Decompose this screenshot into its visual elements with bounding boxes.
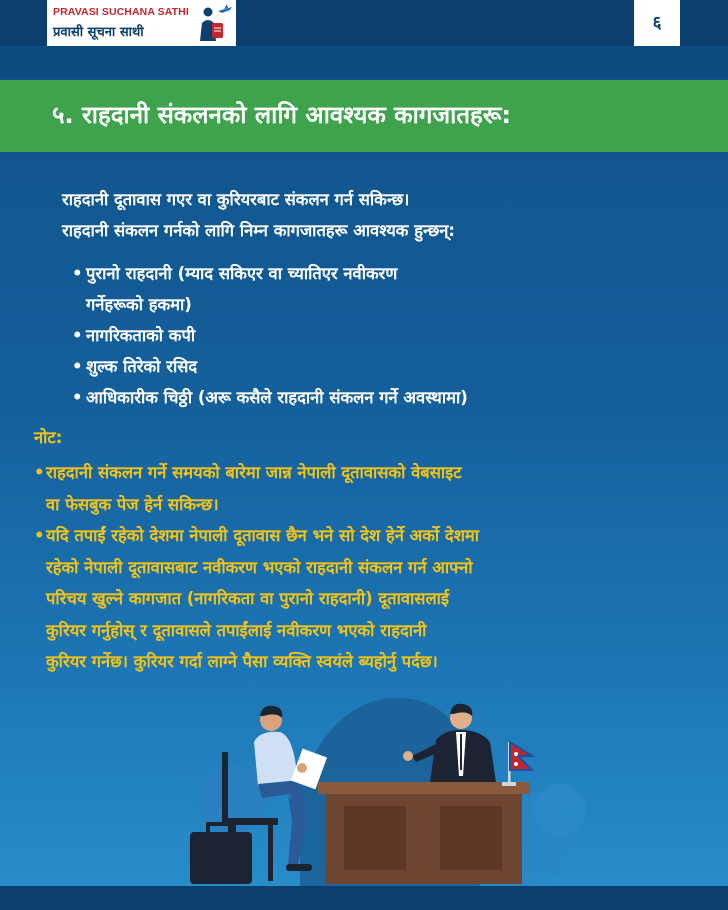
note-item [34, 520, 694, 678]
note-line: रहेको नेपाली दूतावासबाट नवीकरण भएको राहदानी संकलन गर्न आफ्नो [46, 557, 473, 577]
briefcase-icon [190, 824, 252, 884]
intro-text [62, 184, 682, 246]
intro-line: राहदानी संकलन गर्नको लागि निम्न कागजातहरू आवश्यक हुन्छन्: [62, 221, 456, 240]
list-item [72, 382, 672, 413]
note-item [34, 457, 694, 520]
list-item-text: शुल्क तिरेको रसिद [86, 357, 198, 376]
note-line: कुरियर गर्नुहोस् र दूतावासले तपाईंलाई नवीकरण भएको राहदानी [46, 620, 427, 640]
bullet-dot: • [72, 388, 83, 407]
document-list [72, 258, 672, 413]
bullet-dot: • [34, 463, 45, 482]
bullet-dot: • [72, 326, 83, 345]
note-line: राहदानी संकलन गर्ने समयको बारेमा जान्न नेपाली दूतावासको वेबसाइट [46, 463, 462, 482]
flag-nepal-icon [502, 742, 532, 786]
note-line: परिचय खुल्ने कागजात (नागरिकता वा पुरानो राहदानी) दूतावासलाई [46, 589, 450, 608]
bullet-dot: • [34, 526, 45, 545]
logo [47, 0, 236, 46]
bottom-bar [0, 886, 728, 910]
intro-line: राहदानी दूतावास गएर वा कुरियरबाट संकलन गर्न सकिन्छ। [62, 190, 410, 209]
list-item [72, 258, 672, 320]
logo-mark-icon [194, 3, 234, 43]
embassy-illustration [0, 690, 728, 890]
note-line: वा फेसबुक पेज हेर्न सकिन्छ। [46, 494, 219, 514]
logo-text-english: PRAVASI SUCHANA SATHI [53, 6, 189, 18]
list-item-text-continued: गर्नेहरूको हकमा) [86, 295, 192, 314]
logo-text-nepali: प्रवासी सूचना साथी [53, 25, 144, 40]
list-item-text: आधिकारीक चिठ्ठी (अरू कसैले राहदानी संकलन गर्ने अवस्थामा) [86, 388, 468, 407]
note-line: यदि तपाईं रहेको देशमा नेपाली दूतावास छैन भने सो देश हेर्ने अर्को देशमा [46, 526, 480, 545]
notes-list [34, 457, 694, 678]
desk [318, 782, 530, 884]
list-item-text: पुरानो राहदानी (म्याद सकिएर वा च्यातिएर नवीकरण [86, 264, 398, 283]
note-line: कुरियर गर्नेछ। कुरियर गर्दा लाग्ने पैसा व्यक्ति स्वयंले ब्यहोर्नु पर्दछ। [46, 652, 438, 671]
list-item [72, 351, 672, 382]
note-label: नोट: [34, 428, 63, 447]
list-item-text: नागरिकताको कपी [86, 326, 196, 345]
list-item [72, 320, 672, 351]
header-stripe [0, 46, 728, 78]
page-number: ६ [634, 0, 680, 46]
bullet-dot: • [72, 264, 83, 283]
bullet-dot: • [72, 357, 83, 376]
section-title: ५. राहदानी संकलनको लागि आवश्यक कागजातहरू: [52, 101, 512, 129]
